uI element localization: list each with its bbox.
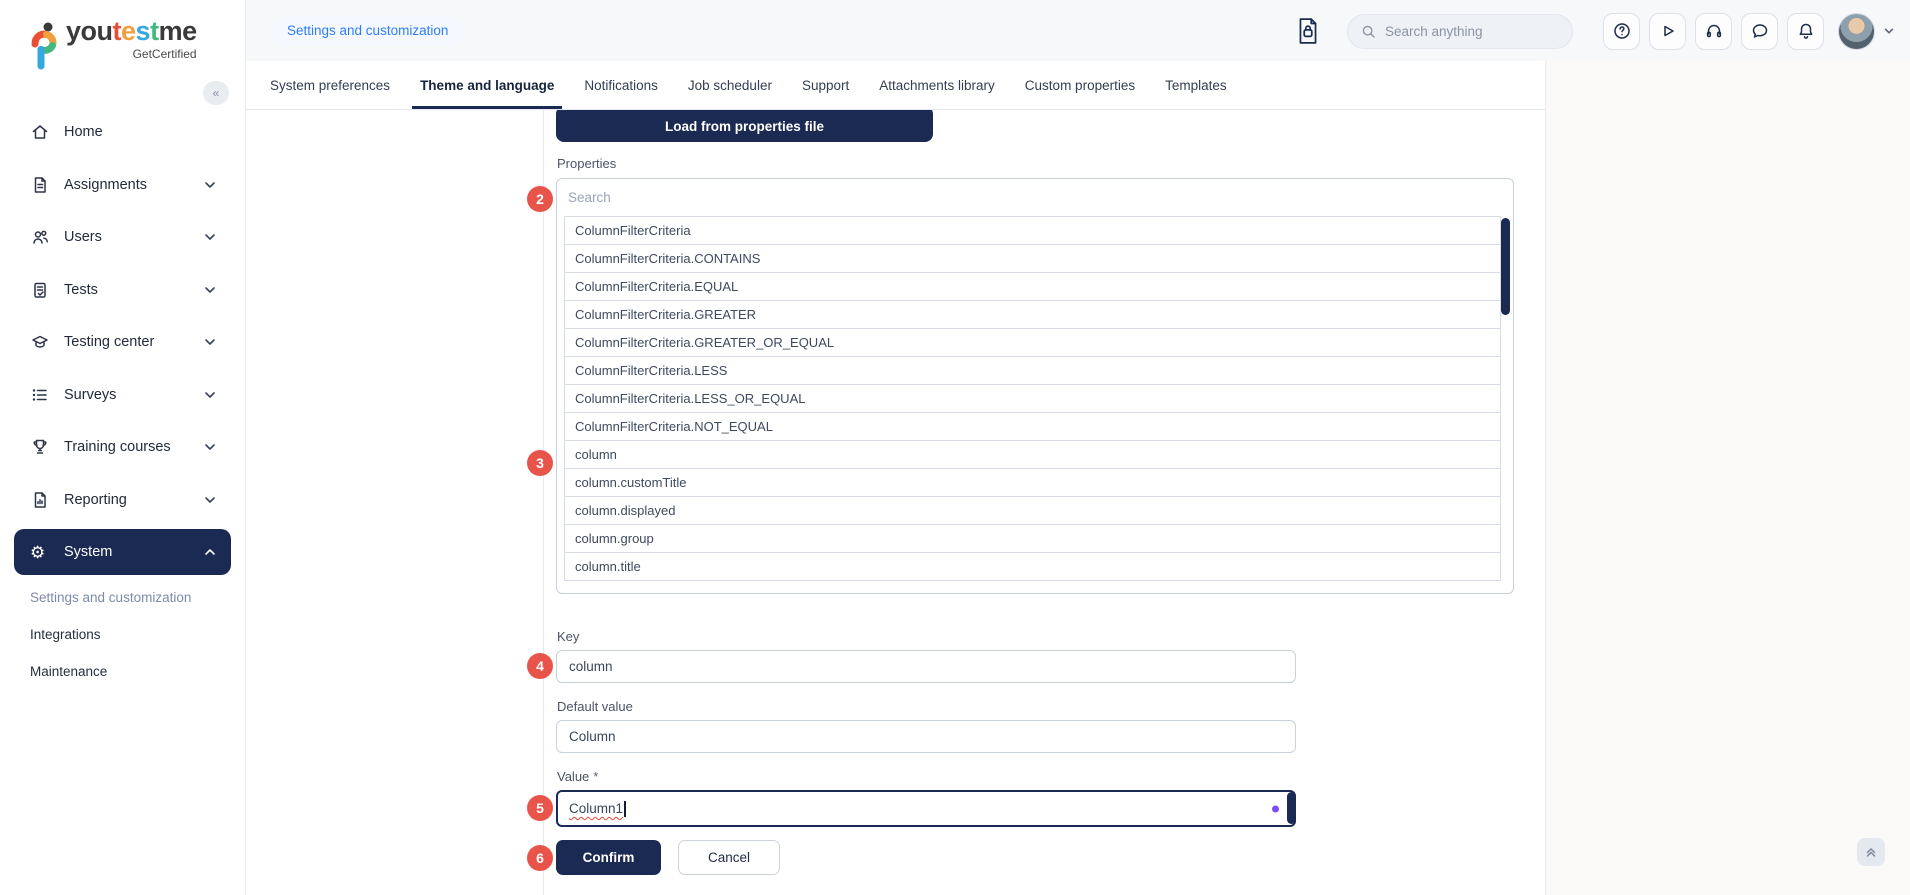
tab-theme-and-language[interactable]: Theme and language (420, 61, 554, 109)
annotation-badge-4: 4 (527, 653, 553, 679)
theme-language-content (246, 110, 1545, 895)
sidebar-subitem-maintenance[interactable] (0, 653, 245, 690)
sidebar-item-home[interactable] (0, 106, 245, 159)
tab-support[interactable]: Support (801, 77, 850, 93)
required-asterisk: * (593, 769, 599, 784)
chevron-down-icon (203, 493, 217, 507)
training-courses-icon (30, 437, 50, 457)
users-icon (30, 227, 50, 247)
headphones-icon (1704, 21, 1724, 41)
youtestme-logo-icon (26, 20, 62, 76)
value-label: Value * (557, 769, 599, 784)
search-icon (1360, 23, 1377, 40)
collapse-icon: « (212, 86, 220, 100)
sidebar-item-surveys[interactable] (0, 369, 245, 422)
sidebar-subitem-settings-and-customization[interactable] (0, 579, 245, 616)
annotation-badge-5: 5 (527, 795, 553, 821)
load-from-properties-file-button[interactable]: Load from properties file (556, 110, 933, 142)
global-search (1347, 14, 1573, 49)
notifications-button[interactable] (1787, 13, 1824, 50)
question-circle-icon (1612, 21, 1632, 41)
property-row-column[interactable]: column (564, 440, 1501, 469)
cancel-button[interactable]: Cancel (678, 840, 780, 875)
property-row[interactable]: column.displayed (564, 496, 1501, 525)
logo-tagline: GetCertified (132, 47, 197, 61)
property-row[interactable]: column.customTitle (564, 468, 1501, 497)
sidebar-item-assignments[interactable] (0, 159, 245, 212)
sidebar-item-tests[interactable] (0, 264, 245, 317)
sidebar-item-training-courses[interactable] (0, 421, 245, 474)
text-cursor (624, 801, 626, 817)
value-scrollbar-thumb[interactable] (1287, 792, 1296, 824)
card-divider (543, 110, 544, 895)
properties-label: Properties (557, 156, 617, 171)
chat-bubble-icon (1750, 21, 1770, 41)
help-button[interactable] (1603, 13, 1640, 50)
properties-panel (556, 178, 1514, 594)
property-row[interactable]: ColumnFilterCriteria.GREATER (564, 300, 1501, 329)
confirm-button[interactable]: Confirm (556, 840, 661, 875)
tab-attachments-library[interactable]: Attachments library (879, 77, 995, 93)
sub-item-label: Settings and customization (30, 589, 192, 605)
reporting-icon (30, 490, 50, 510)
violet-indicator-dot (1272, 805, 1279, 812)
annotation-badge-6: 6 (527, 845, 553, 871)
support-button[interactable] (1695, 13, 1732, 50)
sidebar-item-label: Tests (64, 281, 98, 298)
tab-notifications[interactable]: Notifications (584, 77, 658, 93)
sidebar-item-label: Reporting (64, 491, 127, 508)
testing-center-icon (30, 332, 50, 352)
key-input[interactable] (556, 650, 1296, 683)
top-header (246, 0, 1910, 61)
properties-search-input[interactable] (557, 179, 1513, 216)
default-value-label: Default value (557, 699, 633, 714)
tab-templates[interactable]: Templates (1165, 77, 1227, 93)
sidebar-nav (0, 106, 245, 690)
logo-wordmark: youtestme (66, 16, 197, 46)
double-chevron-up-icon (1864, 845, 1878, 859)
chevron-down-icon (203, 178, 217, 192)
sidebar-item-label: Users (64, 229, 102, 246)
property-row[interactable]: ColumnFilterCriteria.CONTAINS (564, 244, 1501, 273)
chat-button[interactable] (1741, 13, 1778, 50)
chevron-down-icon (203, 335, 217, 349)
sub-item-label: Integrations (30, 626, 101, 642)
sidebar-item-users[interactable] (0, 211, 245, 264)
tab-job-scheduler[interactable]: Job scheduler (687, 77, 772, 93)
key-label: Key (557, 629, 580, 644)
document-lock-icon[interactable] (1296, 17, 1320, 45)
profile-chevron-down-icon[interactable] (1883, 25, 1895, 37)
value-text: Column1 (569, 801, 624, 816)
property-row[interactable]: ColumnFilterCriteria.LESS (564, 356, 1501, 385)
app-logo (26, 16, 197, 76)
right-panel (1545, 61, 1910, 895)
default-value-input[interactable] (556, 720, 1296, 753)
property-row[interactable]: column.title (564, 552, 1501, 581)
chevron-down-icon (203, 283, 217, 297)
sub-item-label: Maintenance (30, 663, 108, 679)
surveys-icon (30, 385, 50, 405)
home-icon (30, 122, 50, 142)
scroll-to-top-button[interactable] (1857, 838, 1885, 866)
chevron-down-icon (203, 388, 217, 402)
chevron-down-icon (203, 230, 217, 244)
property-row[interactable]: ColumnFilterCriteria (564, 216, 1501, 245)
tab-custom-properties[interactable]: Custom properties (1024, 77, 1136, 93)
properties-scrollbar-thumb[interactable] (1501, 218, 1510, 315)
sidebar-item-label: Home (64, 124, 103, 141)
property-row[interactable]: ColumnFilterCriteria.EQUAL (564, 272, 1501, 301)
tutorials-button[interactable] (1649, 13, 1686, 50)
sidebar-item-label: Training courses (64, 439, 171, 456)
value-textarea[interactable] (556, 790, 1296, 827)
breadcrumb[interactable]: Settings and customization (270, 16, 465, 46)
property-row[interactable]: ColumnFilterCriteria.LESS_OR_EQUAL (564, 384, 1501, 413)
sidebar-item-label: System (64, 544, 113, 560)
settings-tabbar (246, 61, 1545, 110)
sidebar-item-label: Assignments (64, 176, 148, 193)
system-gear-icon: ⚙ (30, 542, 46, 562)
sidebar-item-testing-center[interactable] (0, 316, 245, 369)
tests-icon (30, 280, 50, 300)
chevron-up-icon (203, 545, 217, 559)
properties-list (564, 216, 1501, 581)
sidebar-item-label: Testing center (64, 334, 155, 351)
sidebar-item-label: Surveys (64, 386, 117, 403)
property-row[interactable]: column.group (564, 524, 1501, 553)
sidebar (0, 0, 246, 895)
sidebar-item-system[interactable] (14, 529, 231, 575)
user-avatar[interactable] (1838, 13, 1875, 50)
sidebar-subitem-integrations[interactable] (0, 616, 245, 653)
property-row[interactable]: ColumnFilterCriteria.GREATER_OR_EQUAL (564, 328, 1501, 357)
tab-system-preferences[interactable]: System preferences (270, 77, 391, 93)
annotation-badge-3: 3 (527, 450, 553, 476)
main-panel (246, 61, 1545, 895)
sidebar-item-reporting[interactable] (0, 474, 245, 527)
annotation-badge-2: 2 (527, 186, 553, 212)
property-row[interactable]: ColumnFilterCriteria.NOT_EQUAL (564, 412, 1501, 441)
sidebar-collapse-button[interactable] (203, 81, 229, 105)
assignments-icon (30, 175, 50, 195)
search-input[interactable] (1385, 24, 1545, 39)
chevron-down-icon (203, 440, 217, 454)
bell-icon (1796, 21, 1816, 41)
play-icon (1658, 21, 1678, 41)
